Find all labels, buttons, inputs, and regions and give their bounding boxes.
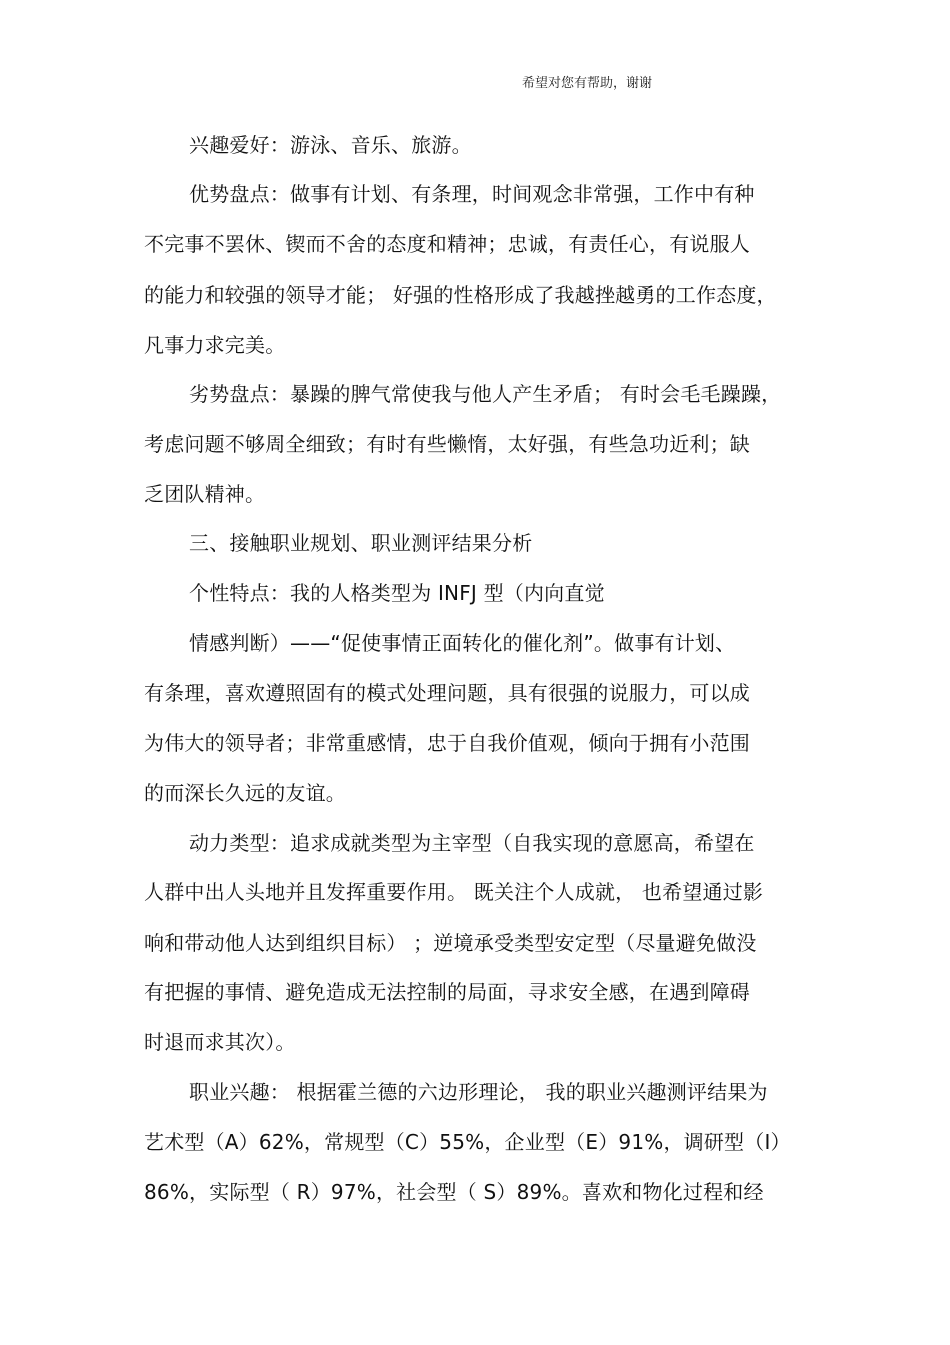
paragraph-line: 动力类型：追求成就类型为主宰型（自我实现的意愿高，希望在	[189, 831, 755, 855]
paragraph-line: 不完事不罢休、锲而不舍的态度和精神；忠诚，有责任心，有说服人	[144, 232, 750, 256]
paragraph-line: 乏团队精神。	[144, 482, 266, 506]
paragraph-line: 有把握的事情、避免造成无法控制的局面，寻求安全感，在遇到障碍	[144, 980, 750, 1004]
paragraph-line: 情感判断）——“促使事情正面转化的催化剂”。做事有计划、	[189, 631, 736, 655]
paragraph-line: 的而深长久远的友谊。	[144, 781, 346, 805]
paragraph-line-interests: 兴趣爱好：游泳、音乐、旅游。	[189, 133, 472, 157]
paragraph-line: 为伟大的领导者；非常重感情，忠于自我价值观，倾向于拥有小范围	[144, 731, 750, 755]
paragraph-line: 有条理，喜欢遵照固有的模式处理问题，具有很强的说服力，可以成	[144, 681, 750, 705]
paragraph-line: 个性特点：我的人格类型为 INFJ 型（内向直觉	[189, 581, 605, 605]
paragraph-line: 人群中出人头地并且发挥重要作用。 既关注个人成就， 也希望通过影	[144, 880, 764, 904]
paragraph-line: 凡事力求完美。	[144, 333, 286, 357]
paragraph-line: 职业兴趣： 根据霍兰德的六边形理论， 我的职业兴趣测评结果为	[189, 1080, 768, 1104]
paragraph-line: 优势盘点：做事有计划、有条理，时间观念非常强，工作中有种	[189, 182, 755, 206]
paragraph-line: 的能力和较强的领导才能； 好强的性格形成了我越挫越勇的工作态度，	[144, 283, 777, 307]
paragraph-line: 响和带动他人达到组织目标） ；逆境承受类型安定型（尽量避免做没	[144, 931, 757, 955]
paragraph-line: 86%，实际型（ R）97%，社会型（ S）89%。喜欢和物化过程和经	[144, 1180, 764, 1204]
paragraph-line: 时退而求其次）。	[144, 1030, 296, 1054]
section-heading: 三、接触职业规划、职业测评结果分析	[189, 531, 533, 555]
page-header: 希望对您有帮助，谢谢	[522, 76, 653, 91]
paragraph-line: 考虑问题不够周全细致；有时有些懒惰，太好强，有些急功近利；缺	[144, 432, 750, 456]
paragraph-line: 劣势盘点：暴躁的脾气常使我与他人产生矛盾； 有时会毛毛躁躁，	[189, 382, 782, 406]
paragraph-line: 艺术型（A）62%，常规型（C）55%，企业型（E）91%，调研型（I）	[144, 1130, 791, 1154]
